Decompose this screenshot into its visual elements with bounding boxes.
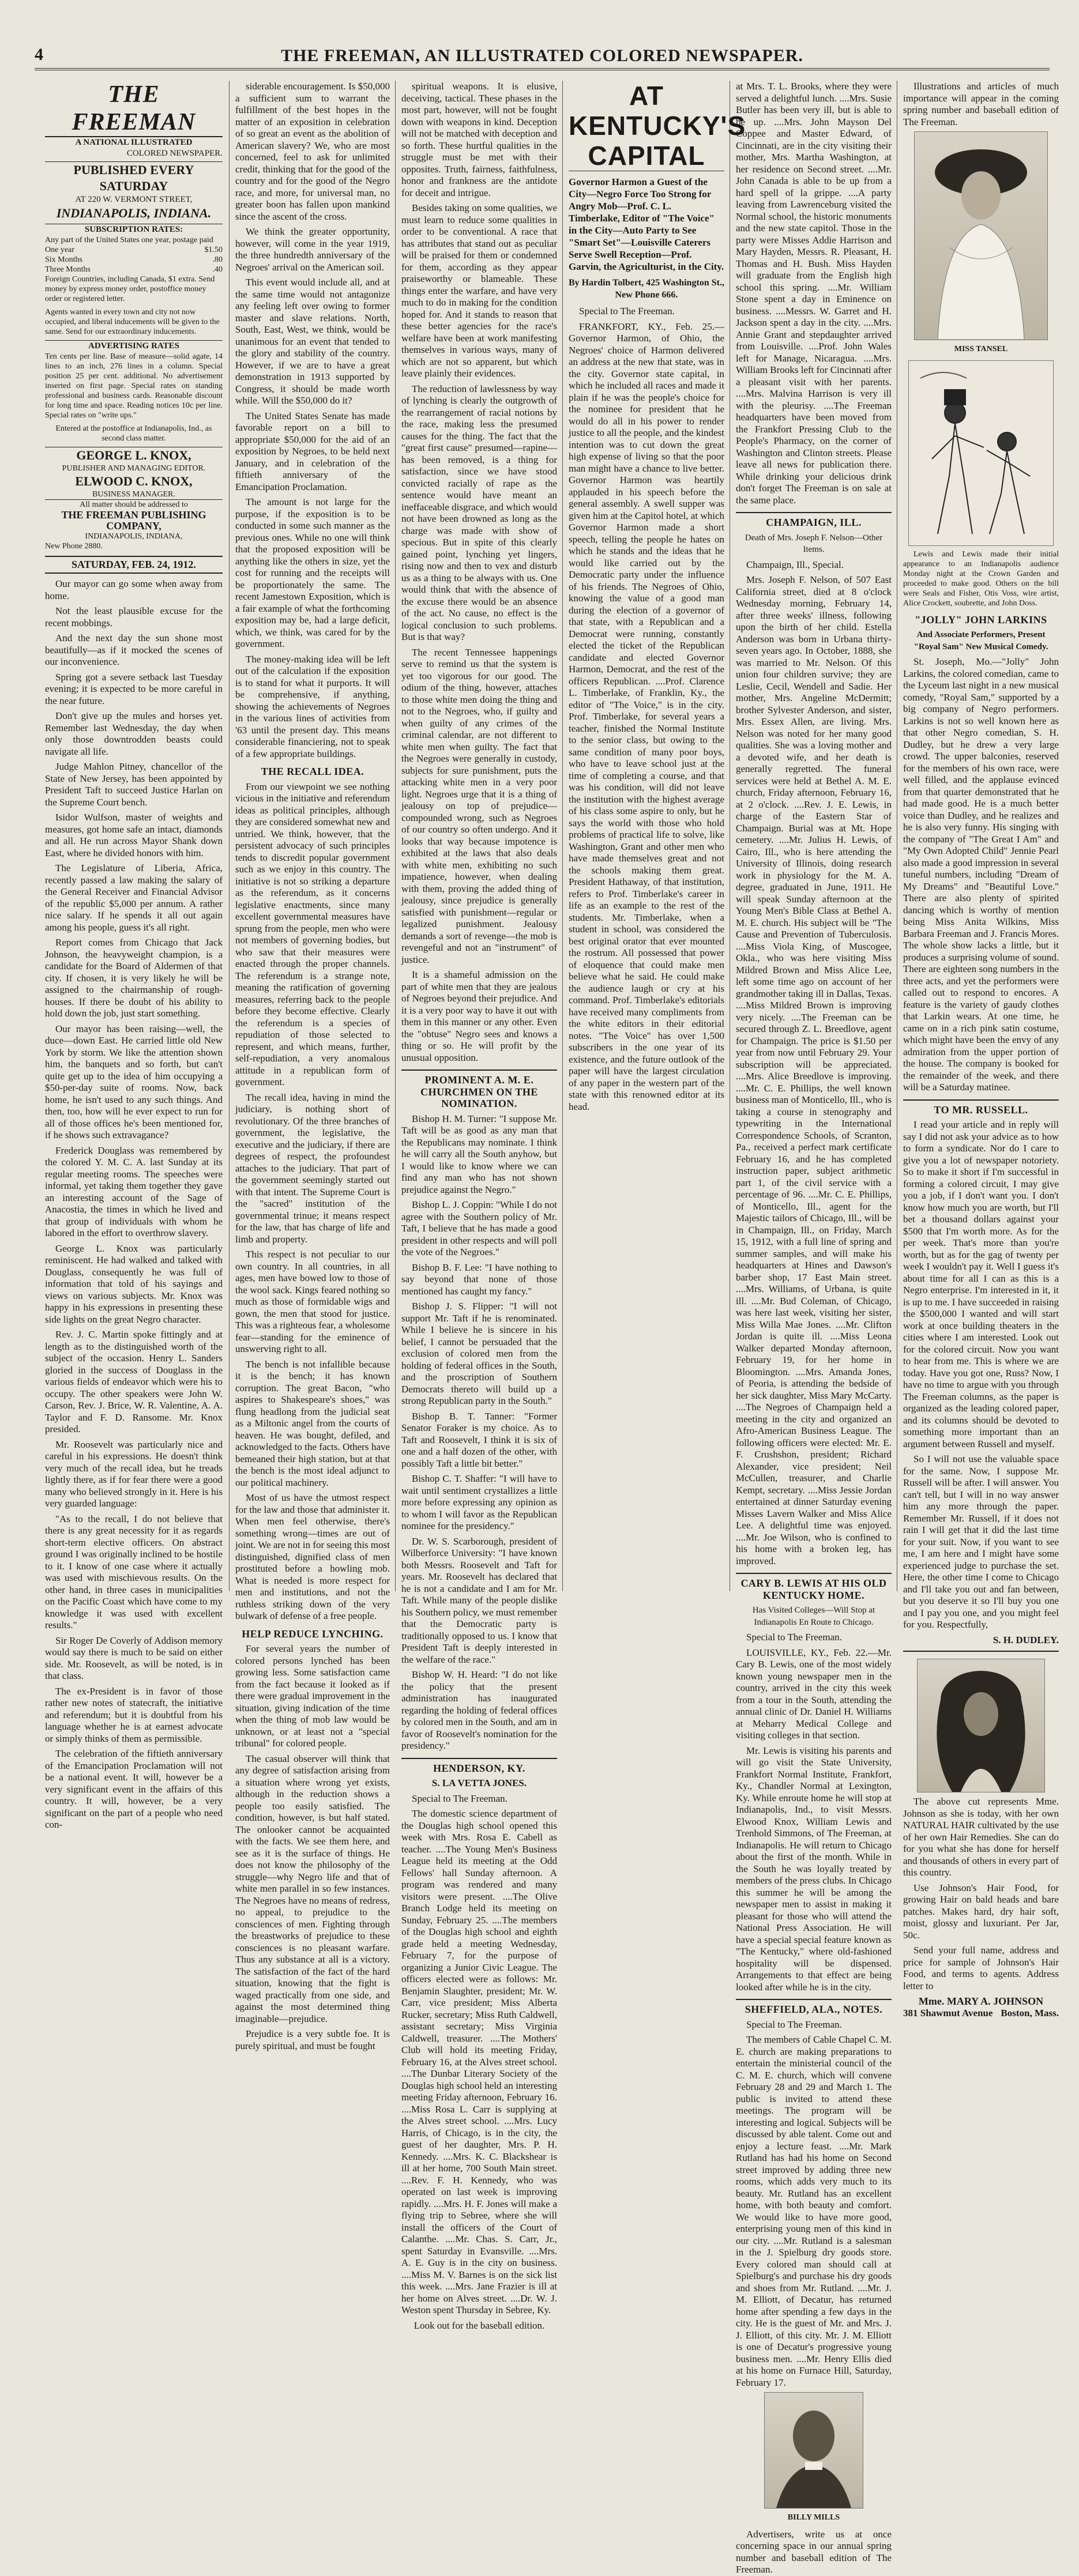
paragraph: St. Joseph, Mo.—"Jolly" John Larkins, the colored comedian, came to the Lyceum last night in a new musical comedy, "Royal Sam," supported by a big company of Negro performers. Larkins is not so well known here as that other Negro comedian, S. H. Dudley, but he drew a very large crowd. The upper balconies, reserved for the members of his own race, were well filled, and the applause evinced from that quarter demonstrated that he had made good. He is a much better voice than Dudley, and he realizes and he is also very funny. His singing with the company of "The Great I Am" and "My Own Adopted Child" Jennie Pearl also made a good impression in several tuneful numbers, including "Dream of My Dreams" and "Beautiful Love." There are also plenty of spirited dancing which is worthy of mention being Miss Anita Wilkins, Miss Barbara Freeman and J. Francis Mores. The whole show lacks a little, but it produces a surprising volume of sound. There are eighteen song numbers in the three acts, and yet the performers were called out to respond to encores. A feature is the variety of gaudy clothes that Larkin wears. At one time, he came on in a rich pink satin costume, which might have been the envy of any admiration from the upper portion of the house. The company is booked for the remainder of the week, and there will be a Saturday matinee. (903, 656, 1059, 1093)
paragraph: It is a shameful admission on the part of white men that they are jealous of Negroes beyond their prejudice. And it is a very poor way to have it out with them in this manner or any other. Even the "obtuse" Negro sees and knows a thing or so. He will profit by the unusual opposition. (401, 969, 557, 1063)
woman-portrait (915, 132, 1047, 340)
paragraph: The domestic science department of the Douglas high school opened this week with Mrs. Rosa E. Cabell as teacher. ....The Young Men's Business League held its meeting at the Odd Fellows' hall Sunday afternoon. A program was rendered and many visitors were present. ....The Olive Branch Lodge held its meeting on Sunday, February 25. ....The members of the Douglas high school and eighth grade held a meeting Wednesday, February 7, for the purpose of organizing a Junior Civic League. The officers elected were as follows: Mr. Benjamin Slaughter, president; Mr. W. Carr, vice president; Miss Alberta Rucker, secretary; Miss Ruth Caldwell, assistant secretary; Miss Virginia Caldwell, treasurer. ....The Mothers' Club will hold its meeting Friday, February 16, at the Alves street school. ....The Dunbar Literary Society of the Douglas high school held an interesting meeting Friday afternoon, February 16. ....Miss Rosa L. Carr is supplying at the Alves street school. ....Mrs. Lucy Harris, of Chicago, is in the city, the guest of her daughter, Mrs. P. H. Kennedy. ....Mrs. K. C. Blackshear is ill at her home, 700 South Main street. ....Rev. F. H. Kennedy, who was operated on last week is improving rapidly. ....Mrs. H. F. Jones will make a flying trip to Sebree, where she will install the officers of the Court of Calanthe. ....Mr. Chas. S. Carr, Jr., spent Saturday in Evansville. ....Mrs. A. E. Guy is in the city on business. ....Miss M. V. Barnes is on the sick list this week. ....Mrs. Jane Frazier is ill at her home on Alves street. ....Dr. W. J. Weston spent Thursday in Sebree, Ky. (401, 1808, 557, 2315)
paragraph: Most of us have the utmost respect for the law and those that administer it. When men feel otherwise, there's something wrong—times are out of joint. We are not in for seeing this most distinguished, dignified class of men prostituted before a howling mob. What is needed is more respect for men and institutions, and not the ruthless striking down of the very bulwark of defense of a free people. (235, 1492, 390, 1621)
miss-tansel-photo (914, 131, 1048, 340)
champaign-article (736, 559, 892, 1568)
paragraph: Spring got a severe setback last Tuesday evening; it is expected to be more careful in the near future. (45, 671, 223, 706)
manager-title: BUSINESS MANAGER. (92, 490, 175, 499)
column-4 (569, 81, 746, 1591)
paragraph: Mrs. Joseph F. Nelson, of 507 East California street, died at 8 o'clock Wednesday morning, February 14, after three weeks' illness, following upon the birth of her child. Estella Anderson was born in Urbana thirty-seven years ago. In October, 1888, she was married to Mr. Nelson. Of this union four children survive; they are Leslie, Cecil, Wendell and Sadie. Her mother, Mrs. Angeline McDermitt; brother Sylvester Anderson, and sister, Mrs. Essex Allen, are living. Mrs. Nelson was noted for her many good qualities. She was a loving mother and a devoted wife, and her death is generally regretted. The funeral services were held at Bethel A. M. E. church, Friday afternoon, February 16, at 2 o'clock. ....Rev. J. E. Lewis, in charge of the Eastern Star of Champaign. Burial was at Mt. Hope cemetery. ....Mr. Julius H. Lewis, of Cairo, Ill., who is here attending the University of Illinois, doing research work in physiology for the M. A. degree, graduated in June, 1911. He will speak Sunday afternoon at the Young Men's Bible Class at Bethel A. M. E. church. His subject will be "The Cause and Prevention of Tuberculosis. ....Miss Viola King, of Muscogee, Okla., who was here visiting Miss Mildred Brown and Miss Alice Lee, left some time ago on account of her grandmother taking ill in Dallas, Texas. ....Miss Mildred Brown is improving very nicely. ....The Freeman can be secured through Z. L. Breedlove, agent for Champaign. The price is $1.50 per year from now until February 29. Your subscription will be appreciated. ....Mrs. Alice Breedlove is improving. ....Mr. C. E. Phillips, the well known business man of Monticello, Ill., who is taking a course in stenography and typewriting in the International Correspondence Schools, of Scranton, Pa., received a perfect mark certificate February 16, and he has completed instruction paper, subject arithmetic part 1, of the civil service with a percentage of 96. ....Mr. C. E. Phillips, of Monticello, Ill., agent for the Majestic tailors of Chicago, Ill., will be in Champaign, Ill., on Friday, March 15, 1912, with a full line of spring and summer samples, and will make his headquarters at Hines and Dawson's barber shop, 17 East Main street. ....Mrs. Williams, of Urbana, is quite ill. ....Mr. Bud Coleman, of Chicago, was here last week, visiting her sister, Miss Willa Mae Jones. ....Mr. Clifton Jordan is quite ill. ....Miss Leona Walker departed Monday afternoon, February 19, for her home in Bloomington. ....Mrs. Amanda Jones, of Peoria, is attending the bedside of her sick daughter, Miss Mary McCarty. ....The Negroes of Champaign held a meeting in the city and organized an Afro-American Business League. The following officers were elected: Mr. E. F. Crushshon, president; Richard Alexander, vice president; Neil McCullen, treasurer, and Charlie Kempt, secretary. ....Miss Jessie Jordan entertained at dinner Saturday evening Misses Lavern Walker and Miss Alice Lee. A delightful time was enjoyed. ....Mr. Joe Wilson, who is confined to his home with a broken leg, has improved. (736, 574, 892, 1566)
johnson-address: 381 Shawmut Avenue (903, 2007, 993, 2018)
lynching-continued (401, 81, 557, 1064)
manager-name: ELWOOD C. KNOX, (75, 474, 193, 488)
paragraph: This respect is not peculiar to our own country. In all countries, in all ages, men have bowed low to those of the wool sack. Kings feared nothing so much as those of formidable wigs and gown, the men that stood for justice. This was a righteous fear, a wholesome fear—standing for the eminence of unswerving right to all. (235, 1249, 390, 1354)
editorial-paragraphs (45, 578, 223, 1831)
paragraph: FRANKFORT, KY., Feb. 25.—Governor Harmon, of Ohio, the Negroes' choice of Harmon delivered an address at the new that state, was in the city. Governor state capital, in which he included all races and made it plain if he was the people's choice for the nominee for president that he would do all in his power to render justice to all the people, and the kindest intention was to cut down the great high expense of living so that the poor man might have a chance to live better. Governor Harmon was heartily applauded in his speech before the general assembly. A swell supper was given him at the Capitol hotel, at which Governor Harmon made a short speech, telling the people he hates on which he stands and the ideas that he would like carried out by the Democratic party under the influence of his friends. The Negroes of Ohio, knowing the value of a good man during the election of a governor of that state, with a Republican and a Democrat were running, constantly elected the ticket of the Republican candidate and elected Governor Harmon, Democrat, and the rest of the officers Republican. ....Prof. Clarence L. Timberlake, of Franklin, Ky., the editor of "The Voice," is in the city. Prof. Timberlake, for several years a teacher, finished the Normal Institute to the senior class, but owing to the same condition of many poor boys, who have to leave school just at the time of completing a course, and that was his condition, will did not leave the institution with the highest average of his class some aspire to only, but he says the world with those who hold problems of practical life to solve, like Washington, Grant and other men who have made themselves great and not the schools making them great. President Hathaway, of that institution, refers to Prof. Timberlake's career in life as an example to the rest of the students. Mr. Timberlake, when a student in school, was considered the best original orator that ever mounted the rostrum. All possessed that power of eloquence that could make men believe what he said. He could make the audience laugh or cry at his command. Prof. Timberlake's editorials have received many compliments from the white editors in their editorial notes. "The Voice" has over 1,500 subscribers in the one year of its existence, and the future outlook of the paper will have the largest circulation of any paper in the western part of the state with this renowned editor at its head. (569, 321, 724, 1112)
subscription-rates (45, 235, 223, 337)
lynching-heading: HELP REDUCE LYNCHING. (242, 1628, 384, 1640)
paragraph: Our mayor can go some when away from home. (45, 578, 223, 601)
cartoon-caption: Lewis and Lewis made their initial appearance to an Indianapolis audience Monday night at the Crown Garden and proceeded to make good. Others on the bill were Seals and Fisher, Otis Voss, wire artist, Alice Crockett, soubrette, and John Doss. (903, 549, 1059, 608)
paragraph: LOUISVILLE, KY., Feb. 22.—Mr. Cary B. Lewis, one of the most widely known young newspaper men in the country, arrived in the city this week from a tour in the South, attending the annual clinic of Dr. Daniel H. Williams at Meharry Medical College and visiting colleges in that section. (736, 1647, 892, 1741)
kentucky-deck: Governor Harmon a Guest of the City—Negro Force Too Strong for Angry Mob—Prof. C. L. Timberlake, Editor of "The Voice" in the City—Auto Party to See "Smart Set"—Louisville Caterers Serve Swell Reception—Prof. Garvin, the Agriculturist, in the City. (569, 176, 724, 272)
paragraph: spiritual weapons. It is elusive, deceiving, tactical. These phases in the most part, however, will not be fought down with weapons in kind. Deception will not be matched with deception and so forth. These hurtful qualities in the struggle must be met with their opposites. Truth, fairness, faithfulness, honor and frankness are the antidote for deceit and intrigue. (401, 81, 557, 198)
lewis-article (736, 1632, 892, 1993)
paragraph: For several years the number of colored persons lynched has been growing less. Some satisfaction came from the fact because it looked as if there were gradual improvement in the situation, giving indication of the time when the thing of mob law would be unknown, or at least not a "special tribunal" for colored people. (235, 1643, 390, 1749)
russell-letter (903, 1119, 1059, 1631)
mail-note: All matter should be addressed to (45, 499, 223, 510)
henderson-byline: S. LA VETTA JONES. (431, 1777, 527, 1788)
champaign-heading: CHAMPAIGN, ILL. (736, 512, 892, 529)
paragraph: The casual observer will think that any degree of satisfaction arising from a situation where wrong yet exists, although in the reduction shows a people too easily satisfied. The condition, however, is but half stated. The onlooker cannot be acquainted with the facts. We see them here, and see as it is the surface of things. He does not know the philosophy of the struggle—why Negro life and that of white men parallel in so few instances. The Negroes have no means of redress, no appeal, to prejudice to the consciences of men. Fighting through the breastworks of prejudice to these consciences is no pleasant warfare. Thus any substance at all is a victory. The satisfaction of the fact of the hard situation, knowing that the fight is waged practically from one side, and against the most determined thing imaginable—prejudice. (235, 1753, 390, 2024)
foreign-rates: Foreign Countries, including Canada, $1 extra. Send money by express money order, postoffice money order or registered letter. (45, 275, 215, 303)
paragraph: Special to The Freeman. (579, 306, 675, 317)
paragraph: Bishop H. M. Turner: "I suppose Mr. Taft will be as good as any man that the Republicans may nominate. I think he will carry all the South anyhow, but I would like to know where we can find any man who has not shown prejudice against the Negro." (401, 1113, 557, 1195)
paragraph: Bishop B. T. Tanner: "Former Senator Foraker is my choice. As to Taft and Roosevelt, I think it is six of one and a half dozen of the other, with possibly Taft a little bit better." (401, 1410, 557, 1469)
paragraph: Not the least plausible excuse for the recent mobbings. (45, 605, 223, 628)
spring-number-note: Illustrations and articles of much importance will appear in the coming spring number and baseball edition of The Freeman. (903, 81, 1059, 127)
paragraph: Besides taking on some qualities, we must learn to reduce some qualities in order to be conventional. A race that has attributes that stand out as peculiar will be praised for them or condemned for them, according as they appear praiseworthy or blameable. These things enter the warfare, and have very much to do in making for the condition hoped for. And it stands to reason that these better agencies for the race's welfare have been at work manifesting themselves in various ways, many of which are not so apparent, but which leave plainly their evidences. (401, 202, 557, 379)
paragraph: The recent Tennessee happenings serve to remind us that the system is yet too vigorous for our good. The odium of the thing, however, attaches to those white men doing the thing and not to the Negroes, who, if guilty and when guilty of any crimes of the criminal calendar, are not different to white men when guilty. The fact that the Negroes were generally in custody, subjects for sure punishment, puts the attacking white men in a very poor light. Negroes urge that it is a thing of jealousy on top of prejudice—compounded wrong, such as Negroes of our country so often undergo. And it looks that way because impotence is exhibited at the laws that also deals with white men, exhibiting no such impatience, however, when dealing with them, proving the added thing of jealousy, since prejudice is generally satisfied with punishment—regular or legalized punishment. Jealousy demands a sort of revenge—the mob is revengeful and not an "instrument" of justice. (401, 646, 557, 965)
entered-note: Entered at the postoffice at Indianapolis, Ind., as second class matter. (55, 424, 212, 443)
paragraph: Report comes from Chicago that Jack Johnson, the heavyweight champion, is a candidate for the Board of Aldermen of that city. If chosen, it is very likely he will be assigned to the chairmanship of rough-houses. If there be doubt of his ability to hold down the job, just start something. (45, 937, 223, 1019)
subscription-note: Any part of the United States one year, postage paid (45, 236, 213, 244)
publisher-name: GEORGE L. KNOX, (45, 447, 223, 464)
sheffield-article (736, 2019, 892, 2389)
masthead (45, 81, 223, 574)
column-2 (235, 81, 390, 2051)
paragraph: The members of Cable Chapel C. M. E. church are making preparations to entertain the ministerial council of the C. M. E. church, which will convene February 28 and 29 and March 1. The public is invited to attend these meetings. The program will be interesting and logical. Subjects will be discussed by able talent. Come out and enjoy a lecture feast. ....Mr. Mark Rutland has had his home on Second street improved by adding three new rooms, which adds very much to its beauty. Mr. Rutland has an excellent home, with both beauty and comfort. We would like to have more good, enterprising young men of this kind in our city. ....Mr. Rutland is a salesman in the J. Spielburg dry goods store. Every colored man should call at Spielburg's and purchase his dry goods and shoes from Mr. Rutland. ....Mr. J. M. Elliott, of Decatur, has returned home after spending a few days in the city. He is the guest of Mr. and Mrs. J. J. Elliott, of this city. Mr. J. M. Elliott is one of Decatur's progressive young business men. ....Mr. Henry Ellis died at his home on Furnace Hill, Saturday, February 17. (736, 2034, 892, 2388)
sheffield-heading: SHEFFIELD, ALA., NOTES. (736, 1999, 892, 2016)
column-rule (395, 81, 396, 1591)
johnson-advertisement (903, 1651, 1059, 2019)
russell-heading: TO MR. RUSSELL. (903, 1099, 1059, 1116)
rate-price: $1.50 (204, 246, 223, 254)
cartoon-figures (909, 361, 1053, 545)
company-name: THE FREEMAN PUBLISHING COMPANY, (61, 509, 206, 532)
masthead-title: THE FREEMAN (45, 81, 223, 137)
paragraph: at Mrs. T. L. Brooks, where they were served a delightful lunch. ....Mrs. Susie Butler has been very ill, but is able to be up. ....Mrs. John Mayson Del Coppee and Master Edward, of Cincinnati, are in the city visiting their mother, Mrs. Martha Washington, at her residence on Second street. ....Mr. John Canada is able to be up from a hard spell of la grippe. ....A party leaving from Lawrenceburg visited the Normal school, the historic monuments and the new state capitol. Those in the party were Misses Addie Harrison and Mary Hayden, Messrs. R. Pleasant, H. Thomas and H. Bush. Miss Hayden will graduate from the English high school this spring. ....Mr. William Stone spent a day in Eminence on business. ....Messrs. W. Garret and H. Jackson spent a day in the city. ....Mrs. Annie Grant and stepdaughter arrived from Louisville. ....Prof. John Wales left for Manage, Nicaragua. ....Mrs. William Brooks left for Cincinnati after a pleasant visit with her parents. ....Mrs. Malvina Harrison is very ill with the pleurisy. ....The Freeman headquarters have been moved from the Frankfort Pressing Club to the People's Pharmacy, on the corner of Washington and Clinton streets. Please leave all news for publication there. While drinking your delicious drink don't forget The Freeman is on sale at the same place. (736, 81, 892, 506)
paragraph: Special to The Freeman. (746, 2018, 842, 2030)
column-3 (401, 81, 557, 2331)
column-6 (903, 81, 1059, 2018)
johnson-city: Boston, Mass. (1001, 2007, 1059, 2018)
portrait-figure (765, 2393, 863, 2508)
lewis-subheading: Has Visited Colleges—Will Stop at Indianapolis En Route to Chicago. (752, 1606, 875, 1627)
advertising-text: Ten cents per line. Base of measure—solid agate, 14 lines to an inch, 276 lines in a column. Special position 25 per cent. additional. No advertisement inserted on first page. Special rates on standing professional and business cards. Reasonable discount for long time and space. Reading notices 10c per line. Special rates on "write ups." (45, 352, 223, 420)
paragraph: Special to The Freeman. (412, 1792, 507, 1804)
newspaper-title: THE FREEMAN, AN ILLUSTRATED COLORED NEWSPAPER. (281, 46, 803, 65)
masthead-city: INDIANAPOLIS, INDIANA. (56, 206, 212, 220)
long-hair-portrait (918, 1659, 1044, 1792)
paragraph: Mr. Roosevelt was particularly nice and careful in his expressions. He doesn't think very much of the recall idea, but he treads lightly there, as if for fear there were a good many who believed strongly in it. Here is his very guarded language: (45, 1438, 223, 1509)
cartoon-illustration (908, 360, 1054, 546)
frankfort-continued (736, 81, 892, 506)
paragraph: The United States Senate has made favorable report on a bill to appropriate $50,000 for the aid of an exposition by Negroes, to be held next January, and in celebration of the fiftieth anniversary of the Emancipation Proclamation. (235, 410, 390, 492)
column-1 (45, 81, 223, 1830)
paragraph: The amount is not large for the purpose, if the exposition is to be conducted in some such manner as the previous ones. While no one will think that the proposed exposition will be anything like the others in size, yet the cost for running and the receipts will be proportionately the same. The recent Jamestown Exposition, which is a fair example of what the forthcoming exposition may be, had a large deficit, which, we think, was cared for by the government. (235, 496, 390, 649)
rate-label: One year (45, 246, 74, 254)
paragraph: Use Johnson's Hair Food, for growing Hair on bald heads and bare patches. Makes hard, dry hair soft, moist, glossy and luxuriant. Per Jar, 50c. (903, 1882, 1059, 1941)
exposition-editorial (235, 81, 390, 760)
paragraph: The bench is not infallible because it is the bench; it has known corruption. The great Bacon, "who aspires to Shakespeare's shoes," was flung headlong from the judicial seat as a Miltonic angel from the courts of heaven. He was bought, defiled, and acknowledged to the facts. Others have bemeaned their high station, but at that the bench is the most ideal adjunct to our political machinery. (235, 1358, 390, 1488)
johnson-name: Mme. MARY A. JOHNSON (918, 1995, 1044, 2007)
paragraph: And the next day the sun shone most beautifully—as if it mocked the scenes of our inconvenience. (45, 632, 223, 667)
paragraph: Sir Roger De Coverly of Addison memory would say there is much to be said on either side. Mr. Roosevelt, as will be noted, is in that class. (45, 1635, 223, 1681)
masthead-address: AT 220 W. VERMONT STREET, (75, 195, 193, 204)
paragraph: Judge Mahlon Pitney, chancellor of the State of New Jersey, has been appointed by President Taft to succeed Justice Harlan on the Supreme Court bench. (45, 761, 223, 808)
paragraph: The above cut represents Mme. Johnson as she is today, with her own NATURAL HAIR cultivated by the use of her own Hair Remedies. She can do for you what she has done for herself and thousands of others in every part of this country. (903, 1796, 1059, 1878)
rate-label: Six Months (45, 255, 82, 264)
henderson-heading: HENDERSON, KY. (401, 1758, 557, 1775)
paragraph: Isidor Wulfson, master of weights and measures, got home safe an intact, diamonds and all. He run across Mayor Shank down East, where he divided honors with him. (45, 812, 223, 858)
column-rule (562, 81, 563, 1591)
paragraph: "As to the recall, I do not believe that there is any great necessity for it as regards short-term elective officers. On abstract ground I was originally inclined to be hostile to it. I know of one case where it actually was used with mischievous results. On the other hand, in three cases in municipalities on the Pacific Coast which have come to my knowledge it was used with excellent results." (45, 1513, 223, 1630)
recall-article (235, 781, 390, 1622)
paragraph: I read your article and in reply will say I did not ask your advice as to how to form a syndicate. Nor do I care to give you a lot of newspaper notoriety. So to make it short if I'm successful in forming a colored circuit, I may give you a job, if I don't want you. I don't know how much you are worth, but I'll bet a thousand dollars against your $500 that I'm worth more. As for the per week. That's more than you're worth, but as for the gag of twenty per week I wouldn't pay it. Well I guess it's about time for all I can as this is a Negro enterprise. I'm interested in it, it is up to me. I have succeeded in raising the $500,000 I wanted and will start work at once building theaters in the cities where I am interested. Look out for the colored circuit. Now you want to hear from me. This is where we are today. Have you got one, Russ? Now, I have no time to argue with you through The Freeman columns, as the paper is organized as the leading colored paper, and its columns should be devoted to something more important than an argument between Russell and myself. (903, 1119, 1059, 1449)
paragraph: The Legislature of Liberia, Africa, recently passed a law making the salary of the General Receiver and Financial Advisor of the republic $5,000 per annum. A rather nice salary. If he spends it all out again among his people, guess it's all right. (45, 863, 223, 933)
subscription-title: SUBSCRIPTION RATES: (45, 224, 223, 235)
paragraph: Bishop W. H. Heard: "I do not like the policy that the present administration has inaugurated regarding the holding of federal offices by colored men in the South, and am in favor of Roosevelt's nomination for the presidency." (401, 1669, 557, 1751)
rate-price: .40 (212, 265, 223, 274)
rate-label: Three Months (45, 265, 91, 274)
issue-date: SATURDAY, FEB. 24, 1912. (45, 556, 223, 574)
billy-mills-photo (764, 2392, 863, 2509)
masthead-published: PUBLISHED EVERY SATURDAY (45, 161, 223, 194)
paragraph: We think the greater opportunity, however, will come in the year 1919, the three hundredth anniversary of the Negroes' arrival on the American soil. (235, 226, 390, 273)
miss-tansel-caption: MISS TANSEL (954, 345, 1008, 353)
paragraph: Prejudice is a very subtle foe. It is purely spiritual, and must be fought (235, 2028, 390, 2051)
champaign-subheading: Death of Mrs. Joseph F. Nelson—Other Items. (745, 533, 883, 554)
paragraph: Don't give up the mules and horses yet. Remember last Wednesday, the day when only those downtrodden beasts could navigate all life. (45, 710, 223, 757)
paragraph: Bishop L. J. Coppin: "While I do not agree with the Southern policy of Mr. Taft, I believe that he has made a good president in other respects and will poll the vote of the Negroes." (401, 1199, 557, 1257)
paragraph: Special to The Freeman. (746, 1632, 842, 1643)
dudley-signature: S. H. DUDLEY. (992, 1634, 1059, 1645)
paragraph: This event would include all, and at the same time would not antagonize any feeling left over owing to former master and slave relations. North, South, East, West, we think, would be unanimous for an event that tended to the glory and stability of the country. However, if we are to have a great demonstration in 1913 supported by Congress, it should be made worth while. Will the $50,000 do it? (235, 277, 390, 406)
masthead-tagline: A NATIONAL ILLUSTRATED (75, 138, 193, 147)
churchmen-heading: PROMINENT A. M. E. CHURCHMEN ON THE NOMINATION. (401, 1069, 557, 1110)
paragraph: Champaign, Ill., Special. (746, 559, 844, 570)
paragraph: Bishop J. S. Flipper: "I will not support Mr. Taft if he is renominated. While I believe he is sincere in his belief, I cannot be persuaded that the exclusion of colored men from the holding of federal offices in the South, and the proscription of Southern Democrats thereto will build up a strong Republican party in the South." (401, 1301, 557, 1406)
kentucky-article (569, 306, 724, 1113)
masthead-tagline: COLORED NEWSPAPER. (126, 149, 223, 158)
larkins-heading: "JOLLY" JOHN LARKINS (915, 613, 1047, 626)
lewis-heading: CARY B. LEWIS AT HIS OLD KENTUCKY HOME. (736, 1573, 892, 1601)
larkins-subheading: And Associate Performers, Present "Royal Sam" New Musical Comedy. (913, 630, 1048, 651)
larkins-article (903, 656, 1059, 1094)
lynching-article (235, 1643, 390, 2052)
page-header (35, 45, 1050, 70)
paragraph: Our mayor has been raising—well, the duce—down East. He carried little old New York by storm. We like the attention shown him, the banquets and so forth, but can't quite get up to the idea of him occupying a $50-per-day suite of rooms. Now, back home, he isn't used to any such things. And then, too, how will he ever expect to run for all of those offices he's been mentioned for, if he shows such extravagance? (45, 1023, 223, 1140)
rate-price: .80 (212, 255, 223, 264)
recall-heading: THE RECALL IDEA. (261, 766, 364, 777)
agents-note: Agents wanted in every town and city not now occupied, and liberal inducements will be given to the same. Send for our extraordinary inducements. (45, 308, 220, 336)
paragraph: Bishop C. T. Shaffer: "I will have to wait until sentiment crystallizes a little more before expressing any opinion as to whom I will favor as the Republican nominee for the presidency." (401, 1473, 557, 1531)
paragraph: Mr. Lewis is visiting his parents and will go visit the State University, Frankfort Normal Institute, Frankfort, Ky., Chandler Normal at Lexington, Ky. While enroute home he will stop at Indianapolis, Ind., to visit Messrs. Elwood Knox, William Lewis and Trenhold Simmons, of The Freeman, at Indianapolis. He will return to Chicago about the first of the month. While in the South he was loyally treated by members of the press clubs. In Chicago this summer he will be among the newspaper men to assist in making it pleasant for those who will attend the National Press Association. He will have a special special feature known as "The Kentucky," where old-fashioned hospitality will be dispensed. Arrangements to that effect are being looked after while he is in the city. (736, 1745, 892, 1993)
page-number: 4 (35, 45, 43, 64)
billy-mills-caption: BILLY MILLS (787, 2513, 840, 2522)
paragraph: Bishop B. F. Lee: "I have nothing to say beyond that none of those mentioned has caught my fancy." (401, 1261, 557, 1297)
paragraph: The celebration of the fiftieth anniversary of the Emancipation Proclamation will not be a national event. It will, however be a very significant event in the affairs of this country. It will, however, be a very significant on the part of a people who need con- (45, 1748, 223, 1830)
paragraph: The reduction of lawlessness by way of lynching is clearly the outgrowth of the rearrangement of racial notions by the race, making less the presumed causes for the thing. The fact that the "great first cause" presumed—rapine—has been removed, is a thing for satisfaction, since we have stood convicted racially of rape as the sentence would have meant an ineffaceable disgrace, and which would not have been drowned as long as the charge was made with show of specious. But in spite of this clearly gained point, lynching yet lingers, rising now and then to vex and disturb us as a thing to be always with us. One would think that with the absence of the excuse there would be an absence of the act. No cause, no effect is the logical conclusion to such problems. But is that way? (401, 383, 557, 642)
baseball-note: Look out for the baseball edition. (413, 2319, 545, 2331)
paragraph: From our viewpoint we see nothing vicious in the initiative and referendum ideas as political principles, although they are considered somewhat new and untried. We think, however, that the persistent advocacy of such principles tends to discredit popular government such as we enjoy in this country. The initiative is not so striking a departure as the referendum, as it concerns legislative enactments, since many excellent governmental measures have sprung from the people, men who were not members of governing bodies, but who saw that their measures were enacted through the proper channels. The referendum is a strange note, meaning the ratification of governing measures, referring back to the people before they become effective. Clearly the referendum is a species of repudiation of those selected to represent, and which means, further, self-repudiation, a very anomalous attitude in a republican form of government. (235, 781, 390, 1087)
paragraph: Frederick Douglass was remembered by the colored Y. M. C. A. last Sunday at its regular meeting rooms. The speeches were informal, yet taking them together they gave an interesting account of the Sage of Anacostia, the times in which he lived and that group of individuals with whom he labored in the effort to overthrow slavery. (45, 1144, 223, 1238)
johnson-ad-text (903, 1796, 1059, 1992)
paragraph: So I will not use the valuable space for the same. Now, I suppose Mr. Russell will be after. I will answer. You can't tell, but I will in no way answer him any more through the paper. Remember Mr. Russell, if it does not rain I will get that it did the last time for your suit. Now, if you want to see me, I am here and I might have some experienced judge to purchase the set. Here, the other time I come to Chicago and I'll take you out and fan between, but you deserve it so I'll buy you one and I pay you one, and you might feel for you. Respectfully, (903, 1453, 1059, 1630)
churchmen-article (401, 1113, 557, 1752)
kentucky-byline: By Hardin Tolbert, 425 Washington St., New Phone 666. (569, 278, 724, 300)
paragraph: George L. Knox was particularly reminiscent. He had walked and talked with Douglass, consequently he was full of information that told of his sayings and views on various subjects. Mr. Knox was happy in his expressions in presenting these side lights on the great Negro character. (45, 1242, 223, 1325)
paragraph: The recall idea, having in mind the judiciary, is nothing short of revolutionary. Of the three branches of government, the legislative, the executive and the judiciary, if there are degrees of respect, the profoundest attaches to the judiciary. That part of the government seemingly started out with that intent. The Supreme Court is the "sacred" institution of the governmental trinue; it means respect for the law, that has charge of life and limb and property. (235, 1091, 390, 1245)
johnson-address-line (903, 2008, 1059, 2020)
column-rule (229, 81, 230, 1591)
henderson-article (401, 1793, 557, 2317)
column-5 (736, 81, 892, 2575)
paragraph: Dr. W. S. Scarborough, president of Wilberforce University: "I have known both Messrs. Roosevelt and Taft for years. Mr. Roosevelt has declared that he is not a candidate and I am for Mr. Taft. While many of the people dislike his Southern policy, we must remember that the Democratic party is traditionally opposed to us. I know that President Taft is deeply interested in the welfare of the race." (401, 1535, 557, 1665)
paragraph: Rev. J. C. Martin spoke fittingly and at length as to the distinguished worth of the subject of the occasion. Henry L. Sanders gloried in the success of Douglass in the various fields of endeavor which were his to occupy. The other speakers were John W. Carson, Rev. J. Brice, W. R. Valentine, A. A. Taylor and F. D. Ransome. Mr. Knox presided. (45, 1329, 223, 1434)
paragraph: The money-making idea will be left out of the calculation if the exposition is to stand for what it purports. It will be comprehensive, if anything, showing the achievements of Negroes in the various lines of activities from '63 until the present day. This means considerable financiering, not to speak of a few appropriate buildings. (235, 653, 390, 759)
publisher-title: PUBLISHER AND MANAGING EDITOR. (62, 464, 206, 473)
company-city: INDIANAPOLIS, INDIANA, (85, 532, 183, 541)
paragraph: The ex-President is in favor of those rather new notes of statecraft, the initiative and referendum; but it is doubtful from his language whether he is at earnest advocate or simply thinks of them as permissible. (45, 1685, 223, 1744)
paragraph: Send your full name, address and price for sample of Johnson's Hair Food, and terms to agents. Address letter to (903, 1945, 1059, 1991)
advertisers-note: Advertisers, write us at once concerning space in our annual spring number and baseball edition of The Freeman. (736, 2528, 892, 2575)
company-phone: New Phone 2880. (45, 542, 103, 551)
kentucky-headline: AT KENTUCKY'S CAPITAL (569, 81, 746, 171)
advertising-title: ADVERTISING RATES (45, 340, 223, 352)
paragraph: siderable encouragement. Is $50,000 a sufficient sum to warrant the fulfillment of the best hopes in the matter of an exposition in celebration of so great an event as the abolition of American slavery? We, who are most concerned, feel to ask for unlimited credit, thinking that for the good of the country and for the good of the Negro race, and more, for universal man, no greater boon has fallen upon mankind since the ascent of the cross. (235, 81, 390, 222)
mme-johnson-photo (917, 1659, 1045, 1792)
